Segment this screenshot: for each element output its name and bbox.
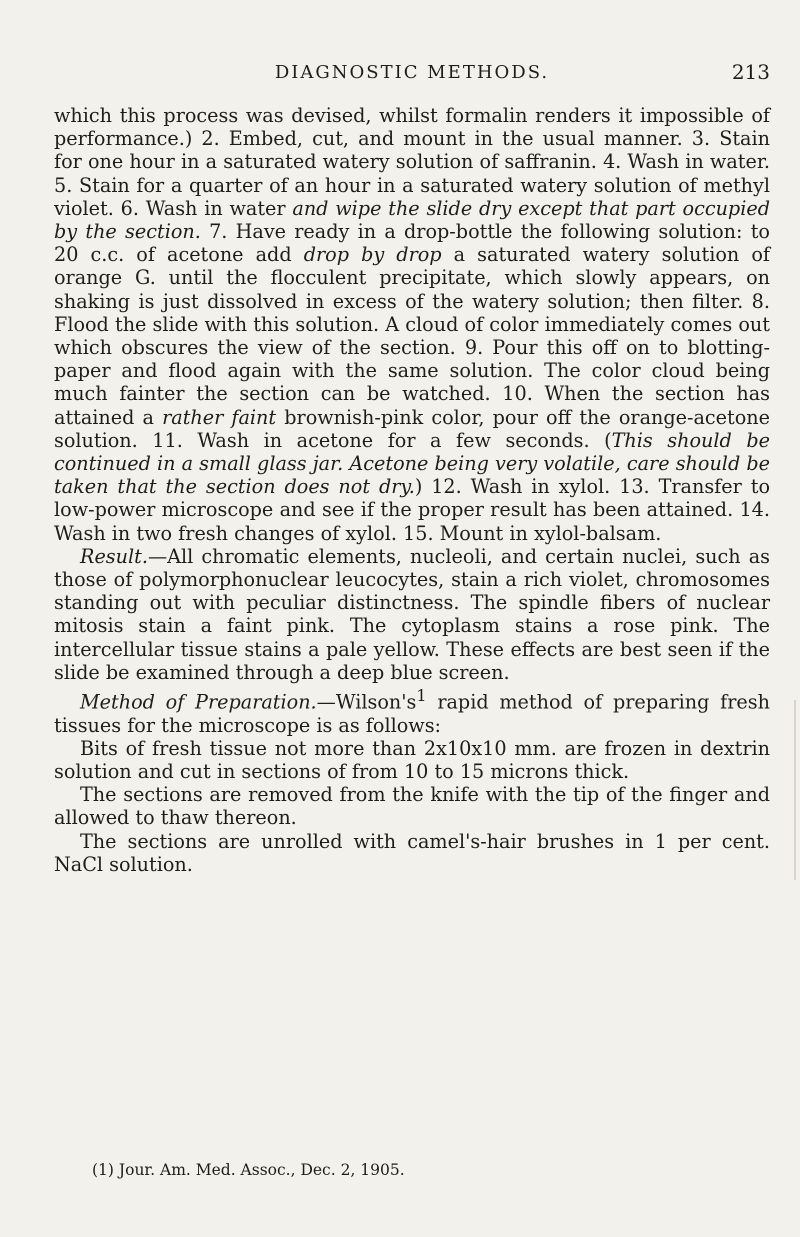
footnote-ref: 1 — [416, 686, 427, 706]
paragraph-step-thaw: The sections are removed from the knife with the tip of the finger and allowed to thaw thereon. — [54, 783, 770, 830]
italic-run: drop by drop — [303, 243, 442, 267]
footnote-text: Jour. Am. Med. Assoc., Dec. 2, 1905. — [118, 1161, 405, 1179]
method-label: Method of Preparation. — [80, 690, 317, 714]
text-run: —All chromatic elements, nucleoli, and certain nuclei, such as those of polymorphonuclear leucocytes, stain a rich violet, chromosomes standing out with peculiar distinctness. The spindle fibers of nuclear mitosis stain a faint pink. The cytoplasm stains a rose pink. The intercellular tissue stains a pale yellow. These effects are best seen if the slide be examined through a deep blue screen. — [54, 544, 770, 684]
paragraph-step-unroll: The sections are unrolled with camel's-hair brushes in 1 per cent. NaCl solution. — [54, 829, 770, 876]
italic-run: This should be continued in a small glass jar. Acetone being very volatile, care should be taken that the section does not dry. — [54, 428, 770, 499]
text-run: which this process was devised, whilst formalin renders it impossible of performance.) 2. Embed, cut, and mount in the usual manner. 3. Stain for one hour in a saturated watery solution of saffranin. 4. Wash in water. 5. Stain for a quarter of an hour in a saturated watery solution of methyl violet. 6. Wash in water — [54, 104, 770, 220]
page-header — [54, 62, 770, 90]
text-run: —Wilson's — [316, 690, 417, 714]
page-edge-shadow — [794, 700, 796, 880]
running-head: DIAGNOSTIC METHODS. — [274, 62, 550, 83]
result-label: Result. — [80, 544, 148, 568]
page-number: 213 — [731, 60, 770, 84]
italic-run: and wipe the slide dry except that part occupied by the section. — [54, 196, 770, 244]
paragraph-procedure — [54, 104, 770, 545]
text-run: brownish-pink color, pour off the orange-acetone solution. 11. Wash in acetone for a few seconds. ( — [54, 405, 771, 452]
text-run: a saturated watery solution of orange G. until the flocculent precipitate, which slowly appears, on shaking is just dissolved in excess of the watery solution; then filter. 8. Flood the slide with this solution. A cloud of color immediately comes out which obscures the view of the section. 9. Pour this off on to blotting-paper and flood again with the same solution. The color cloud being much fainter the section can be watched. 10. When the section has attained a — [54, 243, 770, 429]
text-run: ) 12. Wash in xylol. 13. Transfer to low-power microscope and see if the proper result has been attained. 14. Wash in two fresh changes of xylol. 15. Mount in xylol-balsam. — [54, 475, 770, 545]
footnote — [54, 1160, 770, 1180]
italic-run: rather faint — [162, 405, 277, 429]
paragraph-method — [54, 684, 770, 737]
paragraph-result — [54, 545, 770, 684]
text-run: 7. Have ready in a drop-bottle the following solution: to 20 c.c. of acetone add — [54, 220, 770, 267]
footnote-marker: (1) — [92, 1161, 114, 1179]
text-run: rapid method of preparing fresh tissues for the microscope is as follows: — [54, 690, 770, 737]
body-text — [54, 104, 770, 876]
paragraph-step-freeze: Bits of fresh tissue not more than 2x10x10 mm. are frozen in dextrin solution and cut in sections of from 10 to 15 microns thick. — [54, 736, 770, 784]
